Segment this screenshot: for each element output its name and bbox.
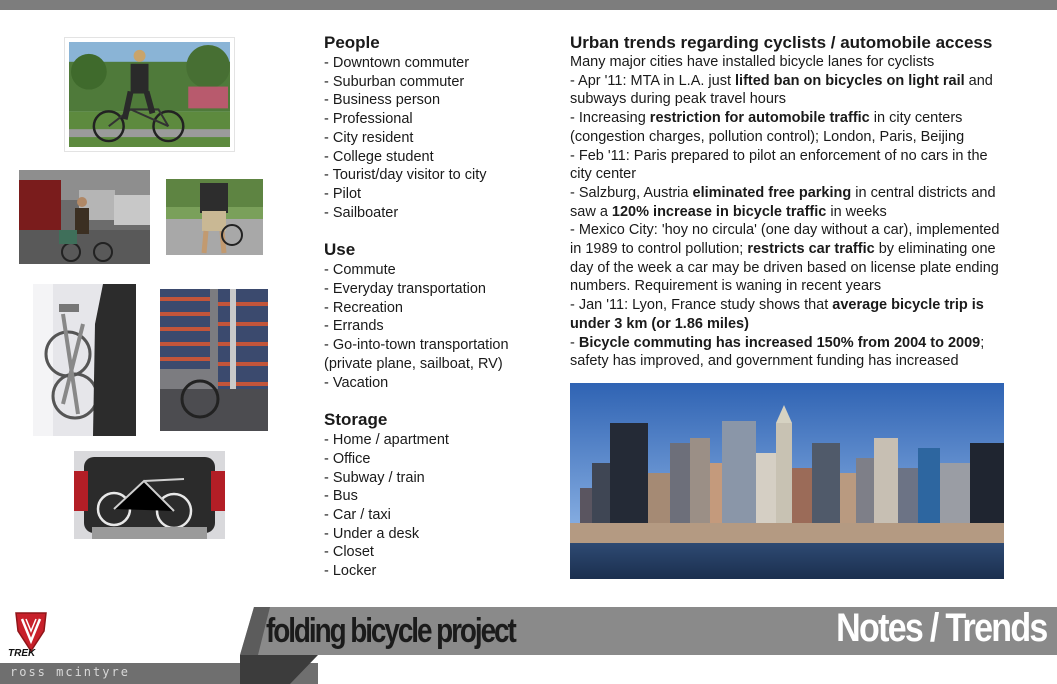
list-item: - Car / taxi	[324, 507, 391, 524]
lists-column	[324, 33, 554, 599]
trend-item	[570, 147, 1010, 184]
storage-list	[324, 431, 554, 581]
trend-item	[570, 296, 1010, 333]
trend-highlight: lifted ban on bicycles on light rail	[735, 72, 965, 89]
trend-text: - Apr '11: MTA in L.A. just	[570, 72, 736, 89]
use-section	[324, 240, 554, 392]
list-item: - Recreation	[324, 299, 403, 316]
list-item: - Errands	[324, 318, 384, 335]
trends-list	[570, 72, 1010, 371]
list-item: - College student	[324, 148, 434, 165]
list-item: - Closet	[324, 544, 374, 561]
photo-folded-bike-on-bus	[160, 289, 268, 431]
trend-text: -	[570, 334, 579, 351]
trend-text: in central districts and saw a	[570, 184, 996, 220]
trend-text: by eliminating one day of the week a car may be driven based on license plate ending numbers. Requirement is waning in recent years	[570, 241, 999, 295]
use-title: Use	[324, 240, 356, 260]
trend-item	[570, 184, 1010, 221]
list-item: - Bus	[324, 488, 358, 505]
storage-section	[324, 410, 554, 581]
list-item: - Suburban commuter	[324, 73, 465, 90]
photo-street-folding-bike	[19, 170, 150, 264]
trek-wordmark: TREK	[8, 648, 36, 659]
list-item: - Tourist/day visitor to city	[324, 167, 487, 184]
author-name: ross mcintyre	[10, 665, 130, 679]
use-list	[324, 261, 554, 392]
storage-title: Storage	[324, 410, 388, 430]
trends-title: Urban trends regarding cyclists / automobile access	[570, 33, 993, 52]
photo-city-skyline	[570, 383, 1004, 579]
trend-text: - Mexico City: 'hoy no circula' (one day without a car), implemented in 1989 to control pollution;	[570, 222, 1000, 258]
photo-folded-bikes-in-car-trunk	[74, 451, 225, 539]
photo-businessman-cycling	[64, 37, 235, 152]
list-item: - Professional	[324, 111, 413, 128]
trend-highlight: restricts car traffic	[747, 241, 875, 258]
trend-text: and subways during peak travel hours	[570, 72, 993, 108]
people-list	[324, 54, 554, 222]
trend-item	[570, 109, 1010, 146]
trend-text: - Increasing	[570, 110, 650, 127]
trend-text: in weeks	[826, 203, 887, 220]
trends-intro: Many major cities have installed bicycle lanes for cyclists	[570, 54, 935, 70]
trend-text: ; safety has improved, and government funding has increased	[570, 334, 985, 370]
trend-text: - Salzburg, Austria	[570, 184, 693, 201]
list-item: - Commute	[324, 262, 396, 279]
list-item: - Vacation	[324, 374, 389, 391]
trend-highlight: restriction for automobile traffic	[649, 110, 870, 127]
list-item: - Sailboater	[324, 204, 399, 221]
trend-highlight: average bicycle trip is under 3 km (or 1.86 miles)	[570, 297, 984, 332]
photo-walking-with-folding-bike	[166, 179, 263, 255]
trend-highlight: Bicycle commuting has increased 150% from 2004 to 2009	[578, 334, 981, 351]
trend-item	[570, 221, 1010, 296]
trend-item	[570, 72, 1010, 109]
list-item: - Downtown commuter	[324, 55, 470, 71]
trend-text: in city centers (congestion charges, pollution control); London, Paris, Beijing	[570, 110, 965, 145]
list-item: - Home / apartment	[324, 432, 449, 449]
list-item: - Business person	[324, 92, 441, 109]
list-item: - Under a desk	[324, 525, 420, 542]
trends-section	[570, 33, 1010, 371]
people-title: People	[324, 33, 380, 52]
trend-highlight: eliminated free parking	[692, 184, 852, 201]
project-title: folding bicycle project	[266, 612, 515, 650]
trend-highlight: 120% increase in bicycle traffic	[611, 203, 827, 220]
list-item: - Subway / train	[324, 469, 425, 486]
list-item: - City resident	[324, 129, 414, 146]
list-item: - Locker	[324, 563, 377, 580]
photo-folded-bikes-on-train	[33, 284, 136, 436]
list-item: - Office	[324, 450, 371, 467]
top-bar	[0, 0, 1057, 10]
list-item: - Everyday transportation	[324, 281, 486, 298]
section-title: Notes / Trends	[836, 606, 1047, 650]
trend-item	[570, 334, 1010, 371]
trend-text: - Feb '11: Paris prepared to pilot an enforcement of no cars in the city center	[570, 147, 988, 183]
list-item: - Go-into-town transportation (private plane, sailboat, RV)	[324, 337, 509, 372]
footer-slant-shadow	[240, 655, 318, 684]
trend-text: - Jan '11: Lyon, France study shows that	[570, 297, 833, 314]
list-item: - Pilot	[324, 185, 362, 202]
people-section	[324, 33, 554, 222]
